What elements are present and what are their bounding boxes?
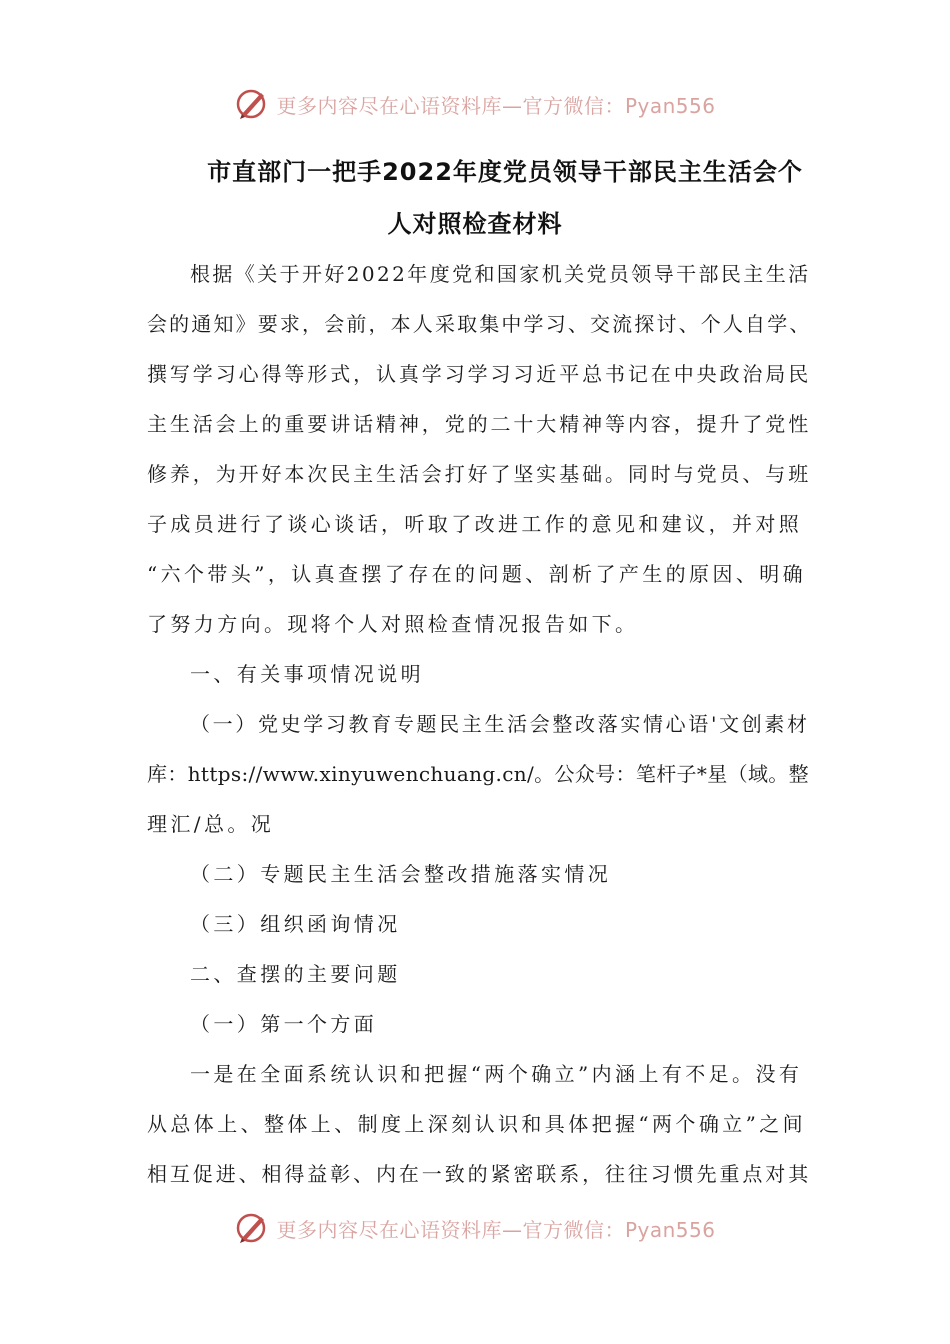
- body-line: 一是在全面系统认识和把握“两个确立”内涵上有不足。没有: [190, 1062, 803, 1086]
- pen-logo-icon: [234, 86, 270, 122]
- body-line: “六个带头”，认真查摆了存在的问题、剖析了产生的原因、明确: [147, 562, 807, 586]
- header-banner-text: 更多内容尽在心语资料库—官方微信：Pyan556: [276, 93, 716, 118]
- body-line: 修养，为开好本次民主生活会打好了坚实基础。同时与党员、与班: [147, 462, 812, 486]
- header-banner: [0, 84, 950, 124]
- document-title-line-2: 人对照检查材料: [387, 210, 563, 238]
- subsection-heading: （一）第一个方面: [190, 1012, 378, 1036]
- section-heading: 二、查摆的主要问题: [190, 962, 401, 986]
- body-line: 根据《关于开好2022年度党和国家机关党员领导干部民主生活: [190, 262, 811, 286]
- body-line: 子成员进行了谈心谈话，听取了改进工作的意见和建议，并对照: [147, 512, 803, 536]
- subsection-heading: （三）组织函询情况: [190, 912, 401, 936]
- body-line: 撰写学习心得等形式，认真学习学习习近平总书记在中央政治局民: [147, 362, 812, 386]
- subsection-heading: （二）专题民主生活会整改措施落实情况: [190, 862, 612, 886]
- footer-banner: [0, 1208, 950, 1248]
- pen-logo-icon: [234, 1210, 270, 1246]
- body-line: 主生活会上的重要讲话精神，党的二十大精神等内容，提升了党性: [147, 412, 812, 436]
- body-line: 相互促进、相得益彰、内在一致的紧密联系，往往习惯先重点对其: [147, 1162, 812, 1186]
- section-heading: 一、有关事项情况说明: [190, 662, 424, 686]
- body-line: 了努力方向。现将个人对照检查情况报告如下。: [147, 612, 639, 636]
- document-title-line-1: 市直部门一把手2022年度党员领导干部民主生活会个: [207, 158, 803, 186]
- subsection-heading: （一）党史学习教育专题民主生活会整改落实情心语'文创素材: [190, 712, 810, 736]
- body-line: 会的通知》要求，会前，本人采取集中学习、交流探讨、个人自学、: [147, 312, 812, 336]
- body-line: 库：https://www.xinyuwenchuang.cn/。公众号：笔杆子*星（域。整: [147, 762, 809, 786]
- footer-banner-text: 更多内容尽在心语资料库—官方微信：Pyan556: [276, 1217, 716, 1242]
- body-line: 理汇/总。况: [147, 812, 275, 836]
- body-line: 从总体上、整体上、制度上深刻认识和具体把握“两个确立”之间: [147, 1112, 807, 1136]
